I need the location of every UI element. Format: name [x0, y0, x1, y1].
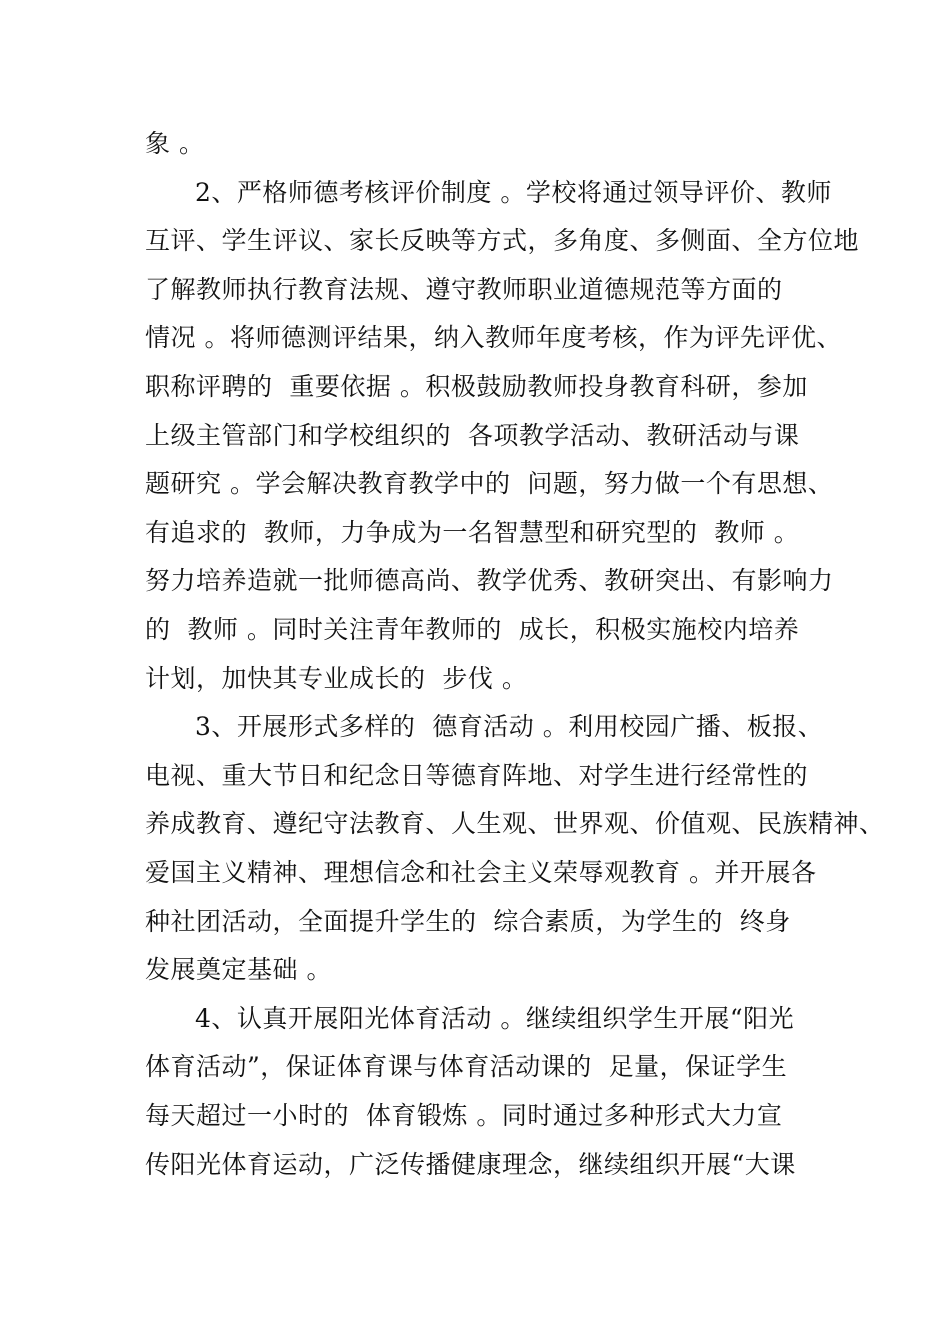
text-line: 4、认真开展阳光体育活动 。继续组织学生开展“阳光: [195, 1003, 795, 1033]
text-line: 互评、学生评议、家长反映等方式，多角度、多侧面、全方位地: [145, 226, 860, 256]
text-line: 每天超过一小时的 体育锻炼 。同时通过多种形式大力宣: [145, 1101, 783, 1130]
text-line: 2、严格师德考核评价制度 。学校将通过领导评价、教师: [195, 177, 832, 207]
text-line: 种社团活动，全面提升学生的 综合素质，为学生的 终身: [145, 906, 791, 936]
text-line: 题研究 。学会解决教育教学中的 问题，努力做一个有思想、: [145, 469, 834, 499]
text-line: 了解教师执行教育法规、遵守教师职业道德规范等方面的: [145, 274, 783, 304]
text-line: 上级主管部门和学校组织的 各项教学活动、教研活动与课: [145, 420, 800, 450]
text-line: 电视、重大节日和纪念日等德育阵地、对学生进行经常性的: [145, 760, 809, 790]
text-line: 体育活动”，保证体育课与体育活动课的 足量，保证学生: [145, 1052, 788, 1082]
text-line: 发展奠定基础 。: [145, 955, 332, 985]
text-line: 象 。: [145, 129, 205, 158]
text-line: 计划，加快其专业成长的 步伐 。: [145, 663, 528, 693]
text-line: 3、开展形式多样的 德育活动 。利用校园广播、板报、: [195, 712, 824, 742]
text-line: 的 教师 。同时关注青年教师的 成长，积极实施校内培养: [145, 615, 800, 644]
text-line: 爱国主义精神、理想信念和社会主义荣辱观教育 。并开展各: [145, 858, 817, 887]
text-line: 职称评聘的 重要依据 。积极鼓励教师投身教育科研，参加: [145, 372, 808, 401]
text-line: 传阳光体育运动，广泛传播健康理念，继续组织开展“大课: [145, 1149, 796, 1179]
text-line: 养成教育、遵纪守法教育、人生观、世界观、价值观、民族精神、: [145, 809, 885, 839]
text-line: 有追求的 教师，力争成为一名智慧型和研究型的 教师 。: [145, 517, 800, 547]
text-line: 情况 。将师德测评结果，纳入教师年度考核，作为评先评优、: [145, 323, 842, 353]
text-line: 努力培养造就一批师德高尚、教学优秀、教研突出、有影响力: [145, 566, 834, 596]
